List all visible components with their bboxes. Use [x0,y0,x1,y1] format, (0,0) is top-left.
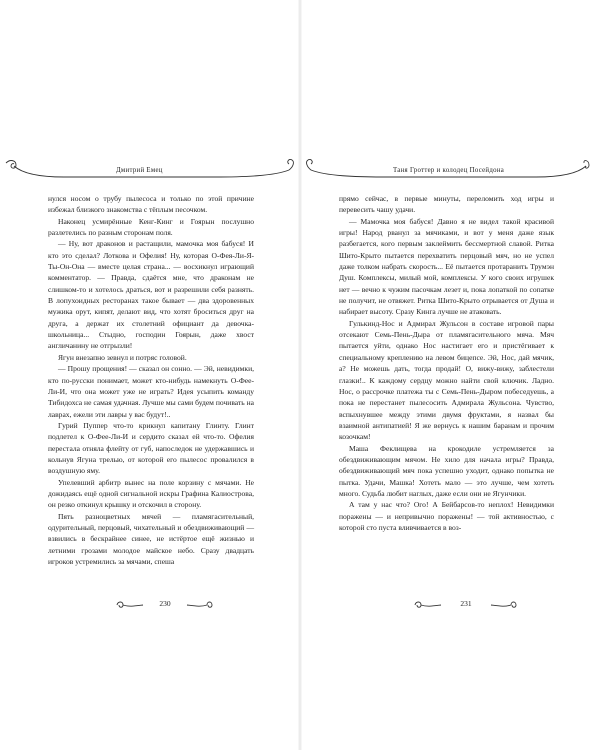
left-page-text [48,193,254,567]
page-number: 231 [460,599,472,608]
right-page-footer [413,596,519,614]
footer-flourish-right-icon [489,598,519,610]
running-head-title: Таня Гроттер и колодец Посейдона [393,167,505,174]
left-page-header [4,157,296,183]
left-page-footer [115,596,215,614]
paragraph: Пять разноцветных мячей — пламягасительный, одурительный, перцовый, чихательный и обездвиживающий — взвились в бескрайнее синее, не истёртое ещё жизнью и летними грозами молодое майское небо. Сразу двадцать игроков устремились за мячами, спеша [48,511,254,566]
paragraph: Гулькинд-Нос и Адмирал Жульсон в составе игровой пары отсекают Семь-Пень-Дыра от пламягасительного мяча. Мяч пытается уйти, однако Нос настигает его и пристёгивает к специальному креплению на левом бицепсе. Эй, Нос, дай мячик, а? Не можешь дать, тогда продай! О, вижу-вижу, заблестели глазки!.. К каждому сердцу можно найти свой ключик. Ладно. Нос, о рассрочке платежа ты с Семь-Пень-Дыром побеседуешь, а пока не перестанет пылесосить Адмирала Жульсона. Чувство, вспыхнувшее между этими двумя фруктами, я назвал бы взаимной антипатией! Я же вернусь к нашим баранам и прочим козочкам! [339,318,554,442]
right-page-text [339,193,554,533]
paragraph: Маша Феклищева на крокодиле устремляется за обездвиживающим мячом. Не хило для начала игры? Правда, обездвиживающий мяч пока успешно уходит, однако попытка не пытка. Удачи, Машка! Хотеть мало — это лучше, чем хотеть много. Судьба любит наглых, даже если они не Ягунчики. [339,443,554,498]
paragraph: Гурий Пуппер что-то крикнул капитану Глинту. Глинт подлетел к О-Фее-Ли-И и сердито сказал ей что-то. Офелия перестала отняла флейту от губ, напоследок не удержавшись и кольнув Ягуна трелью, от которой его пылесос провалился в воздушную яму. [48,420,254,476]
running-head-author: Дмитрий Емец [116,167,163,174]
paragraph: — Ну, вот драконов и растащили, мамочка моя бабуся! И кто это сделал? Лоткова и Офелия! Ну, которая О-Фея-Ли-Я-Ты-Он-Она — вместе целая страна... — восхикнул играющий комментатор. — Правда, сдаётся мне, что драконам не слишком-то и хотелось драться, вот и разрешили себя разнять. В лопухоидных ресторанах такое бывает — два здоровенных мужика орут, кипят, делают вид, что хотят броситься друг на друга, а держат их столетний официант да девочка-школьница... Стыдно, господин Гоярын, даже хвост англичанину не отгрызли! [48,239,254,351]
paragraph: — Прошу прощения! — сказал он сонно. — Эй, невидимки, кто по-русски понимает, может кто-нибудь намекнуть О-Фее-Ли-И, что она может уже не играть? Идея усыпить команду Тибидохса не самая удачная. Лучше мы сами будем почивать на лаврах, ежели эти лавры у вас будут!.. [48,364,254,419]
right-page-header [304,157,596,183]
right-page [300,0,600,750]
page-number: 230 [159,599,171,608]
paragraph: прямо сейчас, в первые минуты, переломить ход игры и перевесить чашу удачи. [339,194,554,215]
footer-flourish-right-icon [185,598,215,610]
paragraph: Наконец усмирённые Кенг-Кинг и Гоярын послушно разлетелись по разным сторонам поля. [48,216,254,238]
paragraph: — Мамочка моя бабуся! Давно я не видел такой красивой игры! Народ рванул за мячиками, и вот у меня даже язык разбегается, кого первым заклеймить бессмертной славой. Ритка Шито-Крыто пытается перехватить перцовый мяч, но не успел даже толком набрать скорость... Её пытается протаранить Трумэн Душ. Комплексы, милый мой, комплексы. У кого своих игрушек нет — вечно к чужим пасочкам лезет и, пока лопаткой по сопатке не получит, не отвяжет. Ритка Шито-Крыто отрывается от Душа и набирает высоту. Сразу Кинга лучше не атаковать. [339,216,554,317]
paragraph: нулся носом о трубу пылесоса и только по этой причине избежал близкого знакомства с тёплым песочком. [48,194,254,215]
paragraph: А там у нас что? Ого! А Бейбарсов-то неплох! Невидимки поражены — и непривычно поражены! — той активностью, с которой сто пуста вливчивается в воз- [339,500,554,532]
paragraph: Упелевший арбитр вынес на поле корзину с мячами. Не дожидаясь ещё одной сигнальной искры Графина Калиострова, он резко откинул крышку и отскочил в сторону. [48,477,254,510]
paragraph: Ягун внезапно зевнул и потряс головой. [58,352,187,362]
